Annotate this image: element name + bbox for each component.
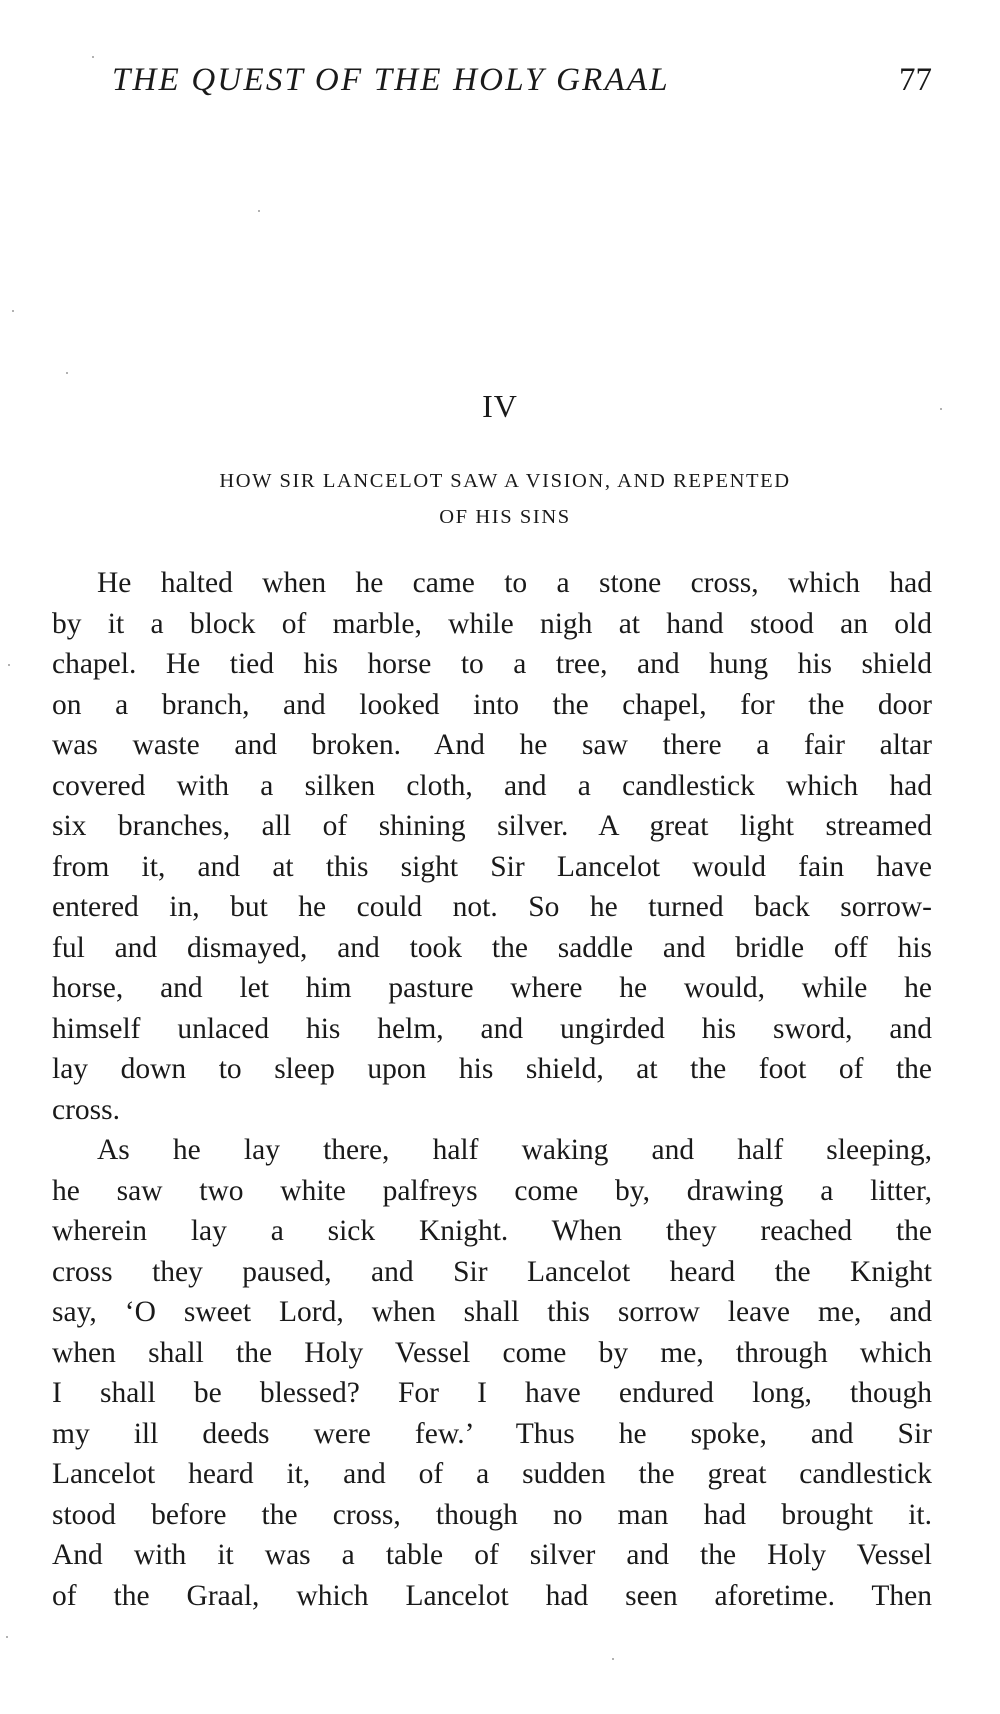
body-text	[52, 563, 932, 1616]
text-line: himself unlaced his helm, and ungirded his sword, and	[52, 1012, 932, 1045]
paragraph-2	[52, 1130, 932, 1616]
text-line: As he lay there, half waking and half sleeping,	[97, 1134, 932, 1166]
text-line: cross they paused, and Sir Lancelot heard the Knight	[52, 1255, 932, 1288]
text-line: lay down to sleep upon his shield, at the foot of the	[52, 1053, 932, 1085]
scan-speck	[8, 664, 10, 666]
text-line: six branches, all of shining silver. A great light streamed	[52, 810, 932, 842]
text-line: my ill deeds were few.’ Thus he spoke, and Sir	[52, 1417, 932, 1450]
text-line: And with it was a table of silver and the Holy Vessel	[52, 1539, 932, 1571]
chapter-number: IV	[482, 388, 518, 424]
text-line: entered in, but he could not. So he turned back sorrow-	[52, 891, 932, 923]
text-line: stood before the cross, though no man had brought it.	[52, 1498, 932, 1531]
text-line: he saw two white palfreys come by, drawing a litter,	[52, 1174, 932, 1207]
text-line: ful and dismayed, and took the saddle and bridle off his	[52, 931, 932, 964]
text-line: wherein lay a sick Knight. When they reached the	[52, 1215, 932, 1247]
scan-speck	[92, 56, 94, 58]
page-number: 77	[899, 62, 932, 98]
scan-speck	[6, 1636, 8, 1638]
text-line: by it a block of marble, while nigh at hand stood an old	[52, 607, 932, 640]
scan-speck	[66, 372, 68, 374]
text-line: I shall be blessed? For I have endured long, though	[52, 1377, 932, 1409]
text-line: of the Graal, which Lancelot had seen aforetime. Then	[52, 1579, 932, 1612]
chapter-title-line: OF HIS SINS	[439, 506, 571, 528]
text-line: chapel. He tied his horse to a tree, and hung his shield	[52, 648, 932, 680]
text-line: say, ‘O sweet Lord, when shall this sorrow leave me, and	[52, 1296, 932, 1328]
chapter-title-line: HOW SIR LANCELOT SAW A VISION, AND REPENTED	[219, 470, 791, 492]
chapter-title	[90, 463, 920, 535]
running-title: THE QUEST OF THE HOLY GRAAL	[112, 62, 670, 98]
scan-speck	[612, 1658, 614, 1660]
text-line: from it, and at this sight Sir Lancelot would fain have	[52, 850, 932, 883]
scan-speck	[12, 310, 14, 312]
text-line: horse, and let him pasture where he would, while he	[52, 972, 932, 1004]
paragraph-1	[52, 563, 932, 1130]
running-head	[112, 62, 932, 102]
text-line: He halted when he came to a stone cross, which had	[97, 567, 932, 599]
text-line: was waste and broken. And he saw there a fair altar	[52, 729, 932, 761]
text-line: cross.	[52, 1093, 121, 1126]
text-line: Lancelot heard it, and of a sudden the great candlestick	[52, 1458, 932, 1490]
text-line: on a branch, and looked into the chapel, for the door	[52, 688, 932, 721]
text-line: when shall the Holy Vessel come by me, through which	[52, 1336, 932, 1369]
text-line: covered with a silken cloth, and a candlestick which had	[52, 769, 932, 802]
scan-speck	[258, 210, 260, 212]
scan-speck	[940, 408, 942, 410]
